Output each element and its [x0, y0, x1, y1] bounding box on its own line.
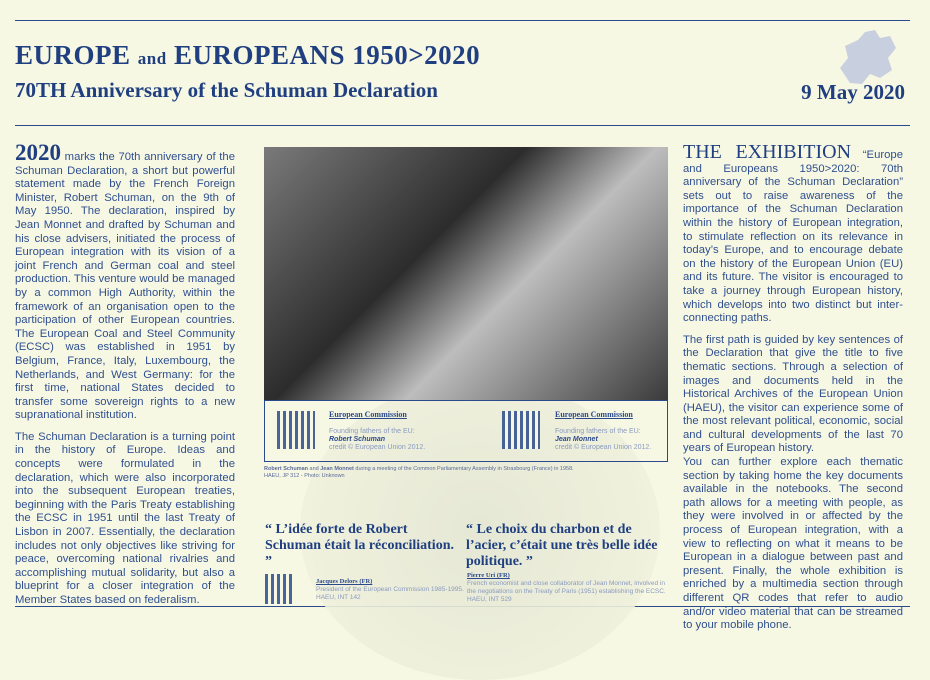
author-link[interactable]: Pierre Uri (FR)	[467, 572, 510, 579]
credit-monnet	[555, 411, 651, 452]
title-and: and	[137, 49, 167, 68]
intro-paragraph-2: The Schuman Declaration is a turning point in the history of Europe. Ideas and concepts were formulated in the declaration, which were also incorporated into the subsequent European treaties, beginning with the Paris Treaty establishing the ECSC in 1951 until the last Treaty of Lisbon in 2007. Essentially, the declaration includes not only objectives like striving for peace, overcoming national rivalries and accomplishing mutual solidarity, but also a blueprint for a closer integration of the Member States based on federalism.	[15, 430, 235, 606]
exhibition-paragraph-2: The first path is guided by key sentences of the Declaration that give the title to five thematic sections. Through a selection of images and documents held in the Historical Archives of the European Union (HAEU), the visitor can experience some of the most relevant political, economic, social and cultural developments of the last 70 years of European history.	[683, 333, 903, 455]
europe-map-icon	[830, 28, 900, 88]
exhibition-paragraph-3: You can further explore each thematic section by taking home the key documents available in the notebooks. The second path allows for a meeting with people, as they were involved in or affected by the process of European integration, with a view to reflecting on what it means to be European in a dialogue between past and present. Finally, the whole exhibition is enriched by a multimedia section through different QR codes that refer to audio and/or video material that can be streamed to your mobile phone.	[683, 456, 903, 632]
credit-line: credit © European Union 2012.	[329, 444, 426, 451]
caption-name: Robert Schuman	[264, 466, 309, 472]
qr-code[interactable]	[502, 411, 540, 449]
credit-schuman	[329, 411, 425, 452]
qr-code[interactable]	[265, 574, 295, 604]
page-title	[15, 40, 480, 71]
exhibition-column	[683, 141, 903, 641]
credit-line: Founding fathers of the EU:	[329, 428, 415, 435]
date: 9 May 2020	[801, 80, 905, 104]
intro-lead: 2020	[15, 140, 61, 165]
author-link[interactable]: Jacques Delors (FR)	[316, 578, 373, 585]
credit-line: credit © European Union 2012.	[555, 444, 652, 451]
credit-link[interactable]: European Commission	[329, 410, 407, 419]
title-part: EUROPEANS 1950>2020	[173, 40, 481, 70]
qr-code[interactable]	[277, 411, 315, 449]
credit-name: Robert Schuman	[329, 436, 386, 443]
top-rule	[15, 20, 910, 21]
quote-delors-info	[316, 578, 466, 602]
caption-text: during a meeting of the Common Parliamentary Assembly in Strasbourg (France) in 1958.	[353, 466, 574, 472]
author-info: President of the European Commission 1985-1995.	[316, 586, 464, 593]
quote-uri-info	[467, 572, 667, 604]
intro-paragraph: marks the 70th anniversary of the Schuman Declaration, a short but powerful statement made by the French Foreign Minister, Robert Schuman, on the 9th of May 1950. The declaration, inspired by Jean Monnet and drafted by Schuman and his close advisers, initiated the process of European integration with its vision of a joint French and German coal and steel production. This venture would be managed by a common High Authority, within the framework of an organisation open to the participation of other European countries. The European Coal and Steel Community (ECSC) was established in 1951 by Belgium, France, Italy, Luxembourg, the Netherlands, and West Germany: for the first time, national States decided to transfer some sovereign rights to a new supranational institution.	[15, 151, 235, 422]
exhibition-paragraph: “Europe and Europeans 1950>2020: 70th anniversary of the Schuman Declaration” sets out to raise awareness of the importance of the Schuman Declaration within the history of European integration, to stimulate reflection on its relevance in today’s Europe, and to encourage debate on the history of the European Union (EU) and its future. The visitor is encouraged to take a journey through European history, which develops into two distinct but inter-connecting paths.	[683, 149, 903, 325]
quote-delors: “ L’idée forte de Robert Schuman était la réconciliation. ”	[265, 522, 454, 569]
author-source: HAEU, INT 142	[316, 594, 361, 601]
title-part: EUROPE	[15, 40, 131, 70]
credit-line: Founding fathers of the EU:	[555, 428, 641, 435]
header-rule	[15, 125, 910, 126]
intro-column	[15, 140, 235, 616]
page-subtitle: 70TH Anniversary of the Schuman Declaration	[15, 78, 438, 102]
schuman-monnet-photo	[264, 147, 668, 400]
caption-source: HAEU, JP 312 - Photo: Unknown	[264, 473, 345, 479]
caption-text: and	[308, 466, 321, 472]
credit-name: Jean Monnet	[555, 436, 598, 443]
author-source: HAEU, INT 529	[467, 596, 512, 603]
credit-link[interactable]: European Commission	[555, 410, 633, 419]
credits-box	[264, 400, 668, 462]
caption-name: Jean Monnet	[320, 466, 354, 472]
quote-uri: “ Le choix du charbon et de l’acier, c’était une très belle idée politique. ”	[466, 522, 658, 569]
photo-caption	[264, 466, 574, 480]
exhibition-heading: THE EXHIBITION	[683, 141, 852, 163]
author-info: French economist and close collaborator of Jean Monnet, involved in the negotiations on the Treaty of Paris (1951) establishing the ECSC.	[467, 580, 666, 595]
